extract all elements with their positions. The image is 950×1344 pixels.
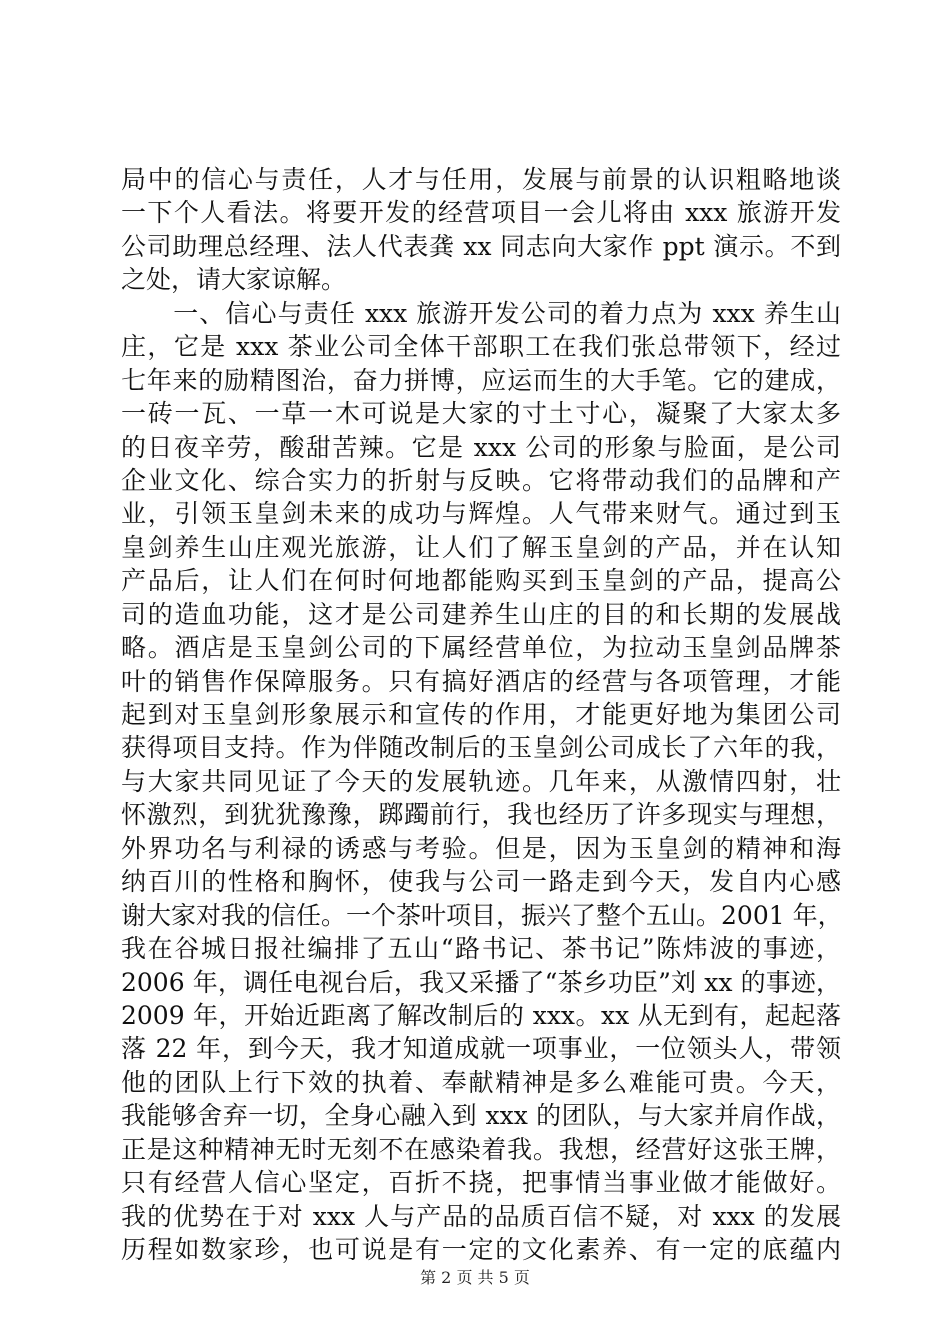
text-line: 皇剑养生山庄观光旅游，让人们了解玉皇剑的产品，并在认知 xyxy=(121,532,841,562)
text-line: 司的造血功能，这才是公司建养生山庄的目的和长期的发展战 xyxy=(121,599,841,629)
text-line: 七年来的励精图治，奋力拼博，应运而生的大手笔。它的建成， xyxy=(121,365,841,395)
text-line: 局中的信心与责任，人才与任用，发展与前景的认识粗略地谈 xyxy=(121,165,841,194)
text-line: 我在谷城日报社编排了五山“路书记、茶书记”陈炜波的事迹， xyxy=(121,934,841,964)
body-text xyxy=(121,163,841,1266)
text-line: 谢大家对我的信任。一个茶叶项目，振兴了整个五山。2001 年， xyxy=(121,900,843,930)
text-line: 他的团队上行下效的执着、奉献精神是多么难能可贵。今天， xyxy=(121,1067,841,1097)
text-line: 落 22 年，到今天，我才知道成就一项事业，一位领头人，带领 xyxy=(121,1034,841,1064)
text-line: 叶的销售作保障服务。只有搞好酒店的经营与各项管理，才能 xyxy=(121,666,841,696)
text-line: 起到对玉皇剑形象展示和宣传的作用，才能更好地为集团公司 xyxy=(121,700,841,729)
text-line: 一、信心与责任 xxx 旅游开发公司的着力点为 xxx 养生山 xyxy=(121,298,841,328)
text-line: 我的优势在于对 xxx 人与产品的品质百信不疑，对 xxx 的发展 xyxy=(121,1201,841,1231)
text-line: 产品后，让人们在何时何地都能购买到玉皇剑的产品，提高公 xyxy=(121,566,841,596)
text-line: 略。酒店是玉皇剑公司的下属经营单位，为拉动玉皇剑品牌茶 xyxy=(121,633,841,663)
text-line: 一砖一瓦、一草一木可说是大家的寸土寸心，凝聚了大家太多 xyxy=(121,399,841,429)
text-line: 我能够舍弃一切，全身心融入到 xxx 的团队，与大家并肩作战， xyxy=(121,1101,841,1131)
text-line: 之处，请大家谅解。 xyxy=(121,265,347,295)
text-line: 怀激烈，到犹犹豫豫，踯躅前行，我也经历了许多现实与理想， xyxy=(121,800,841,830)
text-line: 历程如数家珍，也可说是有一定的文化素养、有一定的底蕴内 xyxy=(121,1235,841,1264)
text-line: 业，引领玉皇剑未来的成功与辉煌。人气带来财气。通过到玉 xyxy=(121,499,841,529)
text-line: 只有经营人信心坚定，百折不挠，把事情当事业做才能做好。 xyxy=(121,1168,841,1198)
text-line: 与大家共同见证了今天的发展轨迹。几年来，从激情四射，壮 xyxy=(121,766,841,796)
text-line: 企业文化、综合实力的折射与反映。它将带动我们的品牌和产 xyxy=(121,465,841,495)
text-line: 纳百川的性格和胸怀，使我与公司一路走到今天，发自内心感 xyxy=(121,867,841,897)
text-line: 公司助理总经理、法人代表龚 xx 同志向大家作 ppt 演示。不到 xyxy=(121,231,841,261)
text-line: 外界功名与利禄的诱惑与考验。但是，因为玉皇剑的精神和海 xyxy=(121,833,841,863)
page-number-footer: 第 2 页 共 5 页 xyxy=(420,1268,530,1287)
text-line: 正是这种精神无时无刻不在感染着我。我想，经营好这张王牌， xyxy=(121,1134,841,1164)
text-line: 2006 年，调任电视台后，我又采播了“茶乡功臣”刘 xx 的事迹， xyxy=(121,967,841,997)
text-line: 2009 年，开始近距离了解改制后的 xxx。xx 从无到有，起起落 xyxy=(121,1000,841,1030)
text-line: 庄，它是 xxx 茶业公司全体干部职工在我们张总带领下，经过 xyxy=(121,332,841,362)
text-line: 获得项目支持。作为伴随改制后的玉皇剑公司成长了六年的我， xyxy=(121,733,841,763)
text-line: 一下个人看法。将要开发的经营项目一会儿将由 xxx 旅游开发 xyxy=(121,198,841,228)
text-line: 的日夜辛劳，酸甜苦辣。它是 xxx 公司的形象与脸面，是公司 xyxy=(121,432,841,462)
